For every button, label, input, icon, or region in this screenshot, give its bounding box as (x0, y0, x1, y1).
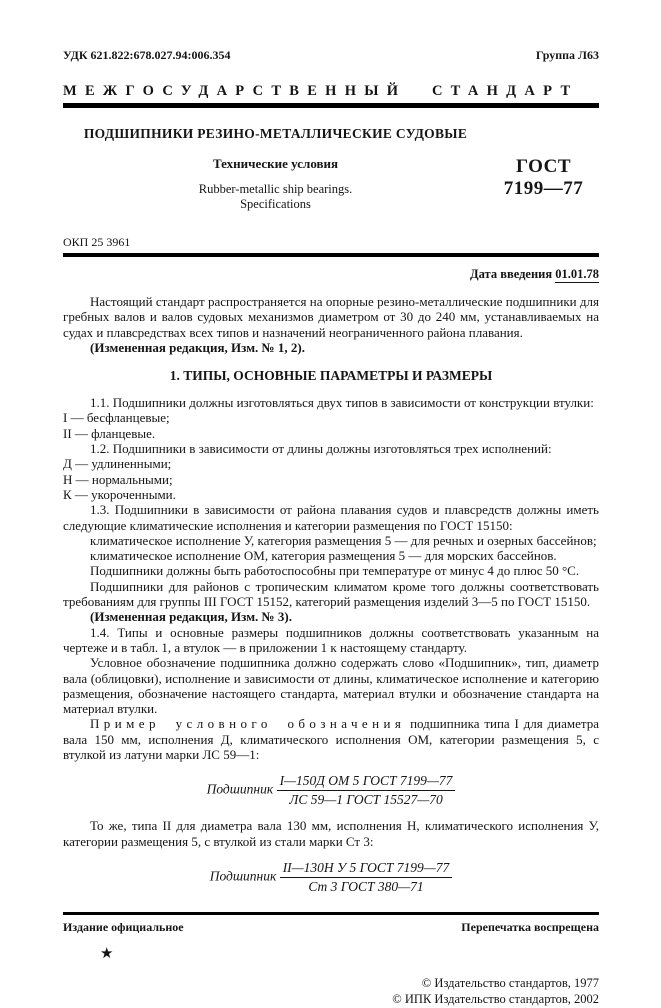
gost-designation-line1: ГОСТ (515, 156, 572, 177)
okp-code: ОКП 25 3961 (63, 235, 131, 249)
footer-rule (63, 912, 599, 915)
clause-1-3-temperature: Подшипники должны быть работоспособны при температуре от минус 4 до плюс 50 °С. (90, 563, 580, 579)
gost-designation (488, 156, 599, 200)
formula-2-numerator: II—130Н У 5 ГОСТ 7199—77 (280, 860, 453, 878)
title-left-column (63, 126, 488, 212)
group-code: Группа Л63 (535, 48, 599, 62)
document-title: ПОДШИПНИКИ РЕЗИНО-МЕТАЛЛИЧЕСКИЕ СУДОВЫЕ (83, 126, 468, 141)
title-block (63, 126, 599, 212)
list-item-version-n: Н — нормальными; (63, 471, 173, 487)
designation-formula-1 (63, 773, 599, 808)
banner-rule (63, 103, 599, 108)
english-title-line1: Rubber-metallic ship bearings. (198, 182, 353, 196)
okp-rule (63, 253, 599, 257)
clause-1-1: 1.1. Подшипники должны изготовляться двух типов в зависимости от конструкции втулки: (90, 395, 594, 411)
list-item-type-2: II — фланцевые. (63, 425, 156, 441)
footer-row (63, 920, 599, 935)
clause-1-4: 1.4. Типы и основные размеры подшипников должны соответствовать указанным на чертеже и в табл. 1, а втулок — в приложении 1 к настоящему стандарту. (63, 624, 599, 655)
formula-1-fraction (277, 773, 456, 808)
standard-banner: МЕЖГОСУДАРСТВЕННЫЙ СТАНДАРТ (63, 83, 579, 99)
amendment-note-3: (Измененная редакция, Изм. № 3). (90, 609, 292, 625)
official-edition-label: Издание официальное (63, 919, 184, 934)
formula-1-numerator: I—150Д ОМ 5 ГОСТ 7199—77 (277, 773, 456, 791)
example-label: Пример условного обозначения (90, 716, 406, 732)
formula-2-denominator: Ст 3 ГОСТ 380—71 (308, 878, 424, 894)
list-item-version-k: К — укороченными. (63, 486, 176, 502)
copyright-line-2002: © ИПК Издательство стандартов, 2002 (392, 992, 599, 1007)
introduction-date-value: 01.01.78 (555, 267, 599, 281)
clause-1-3-climate-u: климатическое исполнение У, категория размещения 5 — для речных и озерных бассейнов; (90, 532, 597, 548)
document-subtitle: Технические условия (212, 156, 339, 171)
english-title-line2: Specifications (240, 197, 311, 211)
example-text: подшипника типа I для диаметра вала 150 мм, исполнения Д, климатического исполнения ОМ, категории размещения 5, с втулкой из латуни марки ЛС 59—1: (63, 716, 599, 763)
introduction-date (63, 267, 599, 282)
meta-row (63, 48, 599, 63)
designation-rule-paragraph: Условное обозначение подшипника должно содержать слово «Подшипник», тип, диаметр вала (облицовки), исполнение и зависимости от длины, климатическое исполнение и категорию размещения, обозначение настоящего стандарта, материал втулки и обозначение стандарта на материал втулки. (63, 655, 599, 717)
list-item-version-d: Д — удлиненными; (63, 456, 172, 472)
designation-formula-2 (63, 860, 599, 895)
udk-code: УДК 621.822:678.027.94:006.354 (63, 48, 231, 62)
second-example-paragraph: То же, типа II для диаметра вала 130 мм, исполнения Н, климатического исполнения У, категории размещения 5, с втулкой из стали марки Ст 3: (63, 818, 599, 849)
example-paragraph (63, 716, 599, 762)
title-right-column (488, 126, 599, 212)
amendment-note-1: (Измененная редакция, Изм. № 1, 2). (90, 339, 305, 355)
clause-1-3-tropical: Подшипники для районов с тропическим климатом кроме того должны соответствовать требованиям для группы III ГОСТ 15152, категорий размещения изделий 3—5 по ГОСТ 15150. (63, 578, 599, 610)
clause-1-3: 1.3. Подшипники в зависимости от района плавания судов и плавсредств должны иметь следующие климатические исполнения и категории размещения по ГОСТ 15150: (63, 502, 599, 533)
gost-designation-line2: 7199—77 (503, 178, 584, 199)
clause-1-2: 1.2. Подшипники в зависимости от длины должны изготовляться трех исполнений: (90, 441, 552, 457)
formula-1-denominator: ЛС 59—1 ГОСТ 15527—70 (289, 792, 443, 808)
section-1-heading: 1. ТИПЫ, ОСНОВНЫЕ ПАРАМЕТРЫ И РАЗМЕРЫ (169, 368, 493, 384)
formula-2-fraction (280, 860, 453, 895)
english-title (63, 182, 488, 212)
formula-1-prefix: Подшипник (206, 781, 274, 797)
document-body (63, 294, 599, 895)
clause-1-3-climate-om: климатическое исполнение ОМ, категория размещения 5 — для морских бассейнов. (90, 548, 557, 564)
scope-paragraph: Настоящий стандарт распространяется на опорные резино-металлические подшипники для гребных валов и валов судовых механизмов диаметром от 30 до 240 мм, устанавливаемых на судах и плавсредствах всех типов и назначений неограниченного района плавания. (63, 294, 599, 340)
reprint-prohibited-label: Перепечатка воспрещена (461, 919, 599, 934)
formula-2-prefix: Подшипник (209, 868, 277, 884)
copyright-line-1977: © Издательство стандартов, 1977 (421, 975, 599, 990)
star-icon: ★ (100, 945, 114, 962)
copyright-block (63, 975, 599, 1008)
list-item-type-1: I — бесфланцевые; (63, 410, 170, 426)
introduction-date-label: Дата введения (470, 267, 553, 281)
